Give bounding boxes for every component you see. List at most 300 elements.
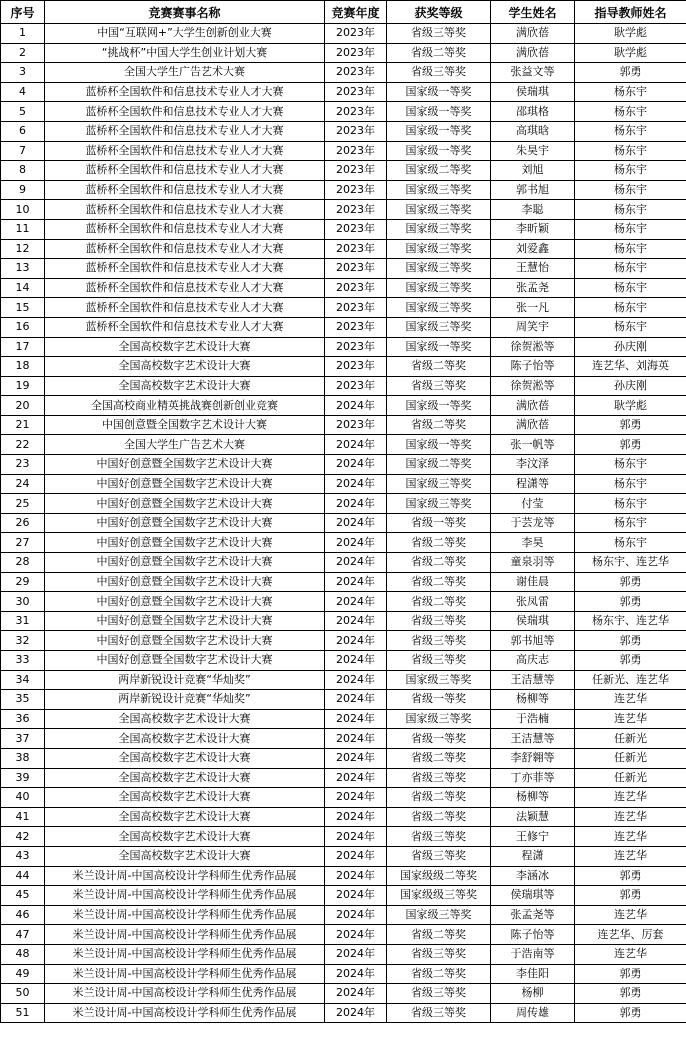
cell-competition-name: 中国好创意暨全国数字艺术设计大赛 <box>45 611 325 631</box>
cell-award-level: 省级二等奖 <box>387 43 491 63</box>
cell-teacher-name: 任新光 <box>575 768 686 788</box>
cell-year: 2024年 <box>325 455 387 475</box>
cell-student-name: 李汶泽 <box>491 455 575 475</box>
table-row <box>1 219 686 239</box>
table-row <box>1 572 686 592</box>
cell-student-name: 满欣蓓 <box>491 415 575 435</box>
header-award-level: 获奖等级 <box>387 1 491 24</box>
cell-year: 2024年 <box>325 1003 387 1023</box>
cell-award-level: 国家级三等奖 <box>387 709 491 729</box>
cell-competition-name: 蓝桥杯全国软件和信息技术专业人才大赛 <box>45 317 325 337</box>
table-row <box>1 651 686 671</box>
cell-award-level: 国家级一等奖 <box>387 337 491 357</box>
header-year: 竞赛年度 <box>325 1 387 24</box>
cell-index: 9 <box>1 180 45 200</box>
cell-year: 2024年 <box>325 592 387 612</box>
table-row <box>1 317 686 337</box>
cell-index: 18 <box>1 357 45 377</box>
cell-year: 2024年 <box>325 729 387 749</box>
cell-teacher-name: 郭勇 <box>575 415 686 435</box>
cell-award-level: 省级二等奖 <box>387 592 491 612</box>
table-row <box>1 553 686 573</box>
cell-student-name: 李聪 <box>491 200 575 220</box>
cell-competition-name: 两岸新锐设计竞赛“华灿奖” <box>45 690 325 710</box>
cell-teacher-name: 杨东宇 <box>575 200 686 220</box>
cell-competition-name: 全国高校数字艺术设计大赛 <box>45 846 325 866</box>
cell-competition-name: 中国创意暨全国数字艺术设计大赛 <box>45 415 325 435</box>
cell-student-name: 张孟尧等 <box>491 905 575 925</box>
table-row <box>1 905 686 925</box>
cell-competition-name: 蓝桥杯全国软件和信息技术专业人才大赛 <box>45 102 325 122</box>
cell-index: 26 <box>1 513 45 533</box>
cell-student-name: 徐贺淞等 <box>491 376 575 396</box>
cell-award-level: 国家级三等奖 <box>387 474 491 494</box>
cell-award-level: 省级三等奖 <box>387 944 491 964</box>
cell-teacher-name: 郭勇 <box>575 651 686 671</box>
table-row <box>1 141 686 161</box>
cell-competition-name: 中国好创意暨全国数字艺术设计大赛 <box>45 592 325 612</box>
cell-index: 3 <box>1 63 45 83</box>
header-row <box>1 1 686 24</box>
cell-student-name: 王洁慧等 <box>491 729 575 749</box>
cell-competition-name: 全国高校数字艺术设计大赛 <box>45 709 325 729</box>
cell-index: 11 <box>1 219 45 239</box>
cell-student-name: 高庆志 <box>491 651 575 671</box>
cell-competition-name: 全国高校商业精英挑战赛创新创业竞赛 <box>45 396 325 416</box>
cell-index: 33 <box>1 651 45 671</box>
table-row <box>1 200 686 220</box>
cell-index: 42 <box>1 827 45 847</box>
cell-award-level: 省级三等奖 <box>387 63 491 83</box>
cell-competition-name: 中国好创意暨全国数字艺术设计大赛 <box>45 631 325 651</box>
cell-student-name: 杨柳等 <box>491 788 575 808</box>
cell-teacher-name: 杨东宇 <box>575 239 686 259</box>
cell-student-name: 郭书旭等 <box>491 631 575 651</box>
cell-index: 29 <box>1 572 45 592</box>
cell-year: 2023年 <box>325 102 387 122</box>
table-row <box>1 807 686 827</box>
cell-index: 27 <box>1 533 45 553</box>
table-row <box>1 1003 686 1023</box>
cell-competition-name: 蓝桥杯全国软件和信息技术专业人才大赛 <box>45 259 325 279</box>
cell-teacher-name: 杨东宇 <box>575 161 686 181</box>
cell-year: 2023年 <box>325 278 387 298</box>
cell-competition-name: 中国好创意暨全国数字艺术设计大赛 <box>45 513 325 533</box>
cell-student-name: 陈子怡等 <box>491 357 575 377</box>
cell-year: 2024年 <box>325 474 387 494</box>
cell-year: 2023年 <box>325 259 387 279</box>
cell-teacher-name: 杨东宇 <box>575 82 686 102</box>
cell-year: 2023年 <box>325 415 387 435</box>
cell-teacher-name: 连艺华 <box>575 807 686 827</box>
cell-year: 2024年 <box>325 572 387 592</box>
cell-year: 2024年 <box>325 768 387 788</box>
cell-index: 46 <box>1 905 45 925</box>
cell-award-level: 省级三等奖 <box>387 631 491 651</box>
cell-index: 21 <box>1 415 45 435</box>
cell-award-level: 国家级二等奖 <box>387 455 491 475</box>
cell-teacher-name: 连艺华、厉套 <box>575 925 686 945</box>
cell-teacher-name: 郭勇 <box>575 886 686 906</box>
cell-teacher-name: 杨东宇 <box>575 121 686 141</box>
cell-competition-name: 全国高校数字艺术设计大赛 <box>45 337 325 357</box>
table-row <box>1 24 686 44</box>
header-teacher-name: 指导教师姓名 <box>575 1 686 24</box>
cell-award-level: 国家级二等奖 <box>387 161 491 181</box>
table-row <box>1 768 686 788</box>
cell-student-name: 程潇 <box>491 846 575 866</box>
table-row <box>1 435 686 455</box>
cell-year: 2024年 <box>325 690 387 710</box>
cell-year: 2024年 <box>325 396 387 416</box>
cell-index: 49 <box>1 964 45 984</box>
table-row <box>1 748 686 768</box>
table-row <box>1 82 686 102</box>
cell-index: 25 <box>1 494 45 514</box>
cell-index: 48 <box>1 944 45 964</box>
cell-student-name: 付莹 <box>491 494 575 514</box>
cell-student-name: 张一凡 <box>491 298 575 318</box>
cell-student-name: 杨柳 <box>491 984 575 1004</box>
cell-student-name: 李舒翱等 <box>491 748 575 768</box>
cell-award-level: 国家级级三等奖 <box>387 886 491 906</box>
cell-competition-name: 中国好创意暨全国数字艺术设计大赛 <box>45 533 325 553</box>
cell-student-name: 满欣蓓 <box>491 43 575 63</box>
cell-student-name: 张凤雷 <box>491 592 575 612</box>
cell-teacher-name: 郭勇 <box>575 964 686 984</box>
cell-student-name: 张一帆等 <box>491 435 575 455</box>
cell-competition-name: 蓝桥杯全国软件和信息技术专业人才大赛 <box>45 298 325 318</box>
cell-student-name: 朱昊宇 <box>491 141 575 161</box>
cell-student-name: 李昕颖 <box>491 219 575 239</box>
cell-teacher-name: 郭勇 <box>575 1003 686 1023</box>
table-row <box>1 964 686 984</box>
cell-student-name: 刘爱鑫 <box>491 239 575 259</box>
cell-student-name: 丁亦菲等 <box>491 768 575 788</box>
cell-teacher-name: 杨东宇 <box>575 533 686 553</box>
cell-student-name: 陈子怡等 <box>491 925 575 945</box>
cell-teacher-name: 连艺华 <box>575 944 686 964</box>
table-row <box>1 180 686 200</box>
cell-teacher-name: 连艺华 <box>575 846 686 866</box>
cell-year: 2023年 <box>325 180 387 200</box>
table-row <box>1 415 686 435</box>
cell-year: 2023年 <box>325 298 387 318</box>
cell-competition-name: 米兰设计周-中国高校设计学科师生优秀作品展 <box>45 1003 325 1023</box>
cell-award-level: 省级三等奖 <box>387 984 491 1004</box>
cell-competition-name: 蓝桥杯全国软件和信息技术专业人才大赛 <box>45 161 325 181</box>
cell-award-level: 国家级三等奖 <box>387 670 491 690</box>
cell-award-level: 省级三等奖 <box>387 651 491 671</box>
cell-competition-name: 全国高校数字艺术设计大赛 <box>45 357 325 377</box>
cell-award-level: 国家级三等奖 <box>387 180 491 200</box>
table-row <box>1 592 686 612</box>
cell-teacher-name: 连艺华 <box>575 788 686 808</box>
cell-index: 17 <box>1 337 45 357</box>
table-row <box>1 846 686 866</box>
cell-award-level: 国家级级二等奖 <box>387 866 491 886</box>
cell-award-level: 省级三等奖 <box>387 1003 491 1023</box>
cell-index: 38 <box>1 748 45 768</box>
cell-teacher-name: 耿学彪 <box>575 24 686 44</box>
cell-index: 40 <box>1 788 45 808</box>
cell-student-name: 李涵冰 <box>491 866 575 886</box>
table-body <box>1 24 686 1023</box>
cell-competition-name: 蓝桥杯全国软件和信息技术专业人才大赛 <box>45 121 325 141</box>
table-row <box>1 121 686 141</box>
cell-competition-name: 全国高校数字艺术设计大赛 <box>45 827 325 847</box>
cell-award-level: 省级二等奖 <box>387 964 491 984</box>
cell-index: 14 <box>1 278 45 298</box>
table-row <box>1 729 686 749</box>
cell-teacher-name: 任新光、连艺华 <box>575 670 686 690</box>
table-row <box>1 455 686 475</box>
cell-year: 2024年 <box>325 905 387 925</box>
cell-student-name: 侯瑞琪等 <box>491 886 575 906</box>
cell-student-name: 侯瑞琪 <box>491 611 575 631</box>
cell-teacher-name: 杨东宇 <box>575 141 686 161</box>
cell-award-level: 国家级一等奖 <box>387 121 491 141</box>
cell-award-level: 省级二等奖 <box>387 357 491 377</box>
cell-index: 39 <box>1 768 45 788</box>
cell-award-level: 省级二等奖 <box>387 807 491 827</box>
header-index: 序号 <box>1 1 45 24</box>
cell-award-level: 国家级一等奖 <box>387 102 491 122</box>
cell-competition-name: 中国好创意暨全国数字艺术设计大赛 <box>45 572 325 592</box>
cell-index: 37 <box>1 729 45 749</box>
table-row <box>1 43 686 63</box>
cell-year: 2024年 <box>325 846 387 866</box>
cell-index: 13 <box>1 259 45 279</box>
cell-student-name: 王洁慧等 <box>491 670 575 690</box>
cell-year: 2023年 <box>325 239 387 259</box>
cell-teacher-name: 耿学彪 <box>575 43 686 63</box>
cell-award-level: 省级三等奖 <box>387 846 491 866</box>
cell-student-name: 童泉羽等 <box>491 553 575 573</box>
cell-teacher-name: 杨东宇 <box>575 180 686 200</box>
cell-student-name: 徐贺淞等 <box>491 337 575 357</box>
cell-teacher-name: 孙庆刚 <box>575 337 686 357</box>
cell-teacher-name: 杨东宇、连艺华 <box>575 611 686 631</box>
table-row <box>1 690 686 710</box>
table-row <box>1 239 686 259</box>
table-row <box>1 513 686 533</box>
cell-competition-name: 两岸新锐设计竞赛“华灿奖” <box>45 670 325 690</box>
cell-index: 15 <box>1 298 45 318</box>
table-row <box>1 278 686 298</box>
cell-year: 2023年 <box>325 24 387 44</box>
cell-competition-name: 蓝桥杯全国软件和信息技术专业人才大赛 <box>45 239 325 259</box>
table-row <box>1 827 686 847</box>
cell-index: 20 <box>1 396 45 416</box>
cell-year: 2023年 <box>325 357 387 377</box>
table-row <box>1 886 686 906</box>
cell-student-name: 郭书旭 <box>491 180 575 200</box>
cell-index: 36 <box>1 709 45 729</box>
cell-award-level: 省级一等奖 <box>387 729 491 749</box>
cell-year: 2023年 <box>325 376 387 396</box>
cell-index: 10 <box>1 200 45 220</box>
cell-award-level: 省级二等奖 <box>387 415 491 435</box>
cell-award-level: 国家级三等奖 <box>387 200 491 220</box>
cell-teacher-name: 连艺华 <box>575 905 686 925</box>
cell-award-level: 省级二等奖 <box>387 788 491 808</box>
cell-award-level: 省级二等奖 <box>387 925 491 945</box>
cell-index: 28 <box>1 553 45 573</box>
cell-year: 2024年 <box>325 553 387 573</box>
cell-student-name: 满欣蓓 <box>491 396 575 416</box>
table-row <box>1 161 686 181</box>
cell-student-name: 周传雄 <box>491 1003 575 1023</box>
cell-competition-name: 全国高校数字艺术设计大赛 <box>45 807 325 827</box>
cell-index: 32 <box>1 631 45 651</box>
cell-competition-name: 米兰设计周-中国高校设计学科师生优秀作品展 <box>45 925 325 945</box>
cell-teacher-name: 杨东宇 <box>575 513 686 533</box>
cell-index: 12 <box>1 239 45 259</box>
cell-year: 2024年 <box>325 748 387 768</box>
cell-competition-name: 全国高校数字艺术设计大赛 <box>45 768 325 788</box>
table-row <box>1 925 686 945</box>
cell-year: 2023年 <box>325 161 387 181</box>
cell-index: 24 <box>1 474 45 494</box>
cell-teacher-name: 杨东宇 <box>575 298 686 318</box>
cell-teacher-name: 郭勇 <box>575 984 686 1004</box>
cell-student-name: 满欣蓓 <box>491 24 575 44</box>
cell-teacher-name: 连艺华、刘海英 <box>575 357 686 377</box>
cell-student-name: 侯瑞琪 <box>491 82 575 102</box>
table-row <box>1 631 686 651</box>
cell-teacher-name: 杨东宇 <box>575 455 686 475</box>
cell-award-level: 省级三等奖 <box>387 376 491 396</box>
table-row <box>1 396 686 416</box>
cell-award-level: 省级一等奖 <box>387 513 491 533</box>
cell-year: 2024年 <box>325 964 387 984</box>
cell-year: 2024年 <box>325 866 387 886</box>
cell-award-level: 国家级三等奖 <box>387 239 491 259</box>
cell-index: 45 <box>1 886 45 906</box>
cell-index: 1 <box>1 24 45 44</box>
cell-teacher-name: 连艺华 <box>575 709 686 729</box>
cell-teacher-name: 杨东宇 <box>575 278 686 298</box>
cell-teacher-name: 郭勇 <box>575 592 686 612</box>
cell-teacher-name: 耿学彪 <box>575 396 686 416</box>
cell-year: 2024年 <box>325 651 387 671</box>
cell-award-level: 省级三等奖 <box>387 24 491 44</box>
cell-index: 2 <box>1 43 45 63</box>
cell-award-level: 省级三等奖 <box>387 611 491 631</box>
cell-index: 6 <box>1 121 45 141</box>
cell-index: 41 <box>1 807 45 827</box>
cell-index: 35 <box>1 690 45 710</box>
cell-teacher-name: 郭勇 <box>575 866 686 886</box>
cell-year: 2023年 <box>325 200 387 220</box>
cell-index: 43 <box>1 846 45 866</box>
cell-year: 2023年 <box>325 82 387 102</box>
table-row <box>1 102 686 122</box>
table-row <box>1 984 686 1004</box>
cell-year: 2024年 <box>325 709 387 729</box>
cell-index: 44 <box>1 866 45 886</box>
cell-index: 16 <box>1 317 45 337</box>
table-row <box>1 357 686 377</box>
cell-year: 2024年 <box>325 807 387 827</box>
cell-competition-name: 全国高校数字艺术设计大赛 <box>45 788 325 808</box>
cell-competition-name: 全国大学生广告艺术大赛 <box>45 63 325 83</box>
cell-award-level: 省级一等奖 <box>387 690 491 710</box>
cell-competition-name: “挑战杯”中国大学生创业计划大赛 <box>45 43 325 63</box>
cell-index: 34 <box>1 670 45 690</box>
cell-student-name: 刘旭 <box>491 161 575 181</box>
cell-teacher-name: 连艺华 <box>575 690 686 710</box>
cell-year: 2023年 <box>325 63 387 83</box>
cell-year: 2024年 <box>325 513 387 533</box>
cell-competition-name: 蓝桥杯全国软件和信息技术专业人才大赛 <box>45 200 325 220</box>
cell-year: 2024年 <box>325 670 387 690</box>
cell-student-name: 李昊 <box>491 533 575 553</box>
cell-teacher-name: 孙庆刚 <box>575 376 686 396</box>
cell-index: 4 <box>1 82 45 102</box>
cell-year: 2024年 <box>325 788 387 808</box>
cell-year: 2024年 <box>325 435 387 455</box>
cell-award-level: 国家级一等奖 <box>387 396 491 416</box>
cell-competition-name: 全国大学生广告艺术大赛 <box>45 435 325 455</box>
cell-teacher-name: 杨东宇、连艺华 <box>575 553 686 573</box>
cell-competition-name: 中国好创意暨全国数字艺术设计大赛 <box>45 474 325 494</box>
cell-competition-name: 米兰设计周-中国高校设计学科师生优秀作品展 <box>45 886 325 906</box>
cell-competition-name: 蓝桥杯全国软件和信息技术专业人才大赛 <box>45 180 325 200</box>
table-row <box>1 474 686 494</box>
table-row <box>1 866 686 886</box>
table-row <box>1 709 686 729</box>
cell-award-level: 国家级一等奖 <box>387 435 491 455</box>
cell-index: 51 <box>1 1003 45 1023</box>
cell-year: 2024年 <box>325 611 387 631</box>
cell-index: 8 <box>1 161 45 181</box>
cell-year: 2024年 <box>325 886 387 906</box>
cell-year: 2023年 <box>325 43 387 63</box>
cell-index: 30 <box>1 592 45 612</box>
cell-year: 2024年 <box>325 533 387 553</box>
cell-index: 7 <box>1 141 45 161</box>
cell-competition-name: 米兰设计周-中国高校设计学科师生优秀作品展 <box>45 866 325 886</box>
cell-year: 2023年 <box>325 121 387 141</box>
cell-teacher-name: 郭勇 <box>575 572 686 592</box>
cell-teacher-name: 任新光 <box>575 748 686 768</box>
cell-competition-name: 米兰设计周-中国高校设计学科师生优秀作品展 <box>45 984 325 1004</box>
cell-student-name: 杨柳等 <box>491 690 575 710</box>
cell-student-name: 邵琪格 <box>491 102 575 122</box>
table-row <box>1 788 686 808</box>
cell-teacher-name: 杨东宇 <box>575 494 686 514</box>
cell-award-level: 国家级一等奖 <box>387 82 491 102</box>
cell-award-level: 省级二等奖 <box>387 572 491 592</box>
table-row <box>1 533 686 553</box>
cell-teacher-name: 杨东宇 <box>575 474 686 494</box>
cell-teacher-name: 杨东宇 <box>575 259 686 279</box>
cell-index: 23 <box>1 455 45 475</box>
cell-student-name: 谢佳晨 <box>491 572 575 592</box>
cell-teacher-name: 杨东宇 <box>575 219 686 239</box>
cell-award-level: 省级三等奖 <box>387 827 491 847</box>
cell-award-level: 国家级三等奖 <box>387 278 491 298</box>
cell-student-name: 程潇等 <box>491 474 575 494</box>
cell-teacher-name: 连艺华 <box>575 827 686 847</box>
table-row <box>1 337 686 357</box>
table-row <box>1 494 686 514</box>
cell-award-level: 省级二等奖 <box>387 533 491 553</box>
header-competition-name: 竞赛赛事名称 <box>45 1 325 24</box>
cell-award-level: 国家级三等奖 <box>387 219 491 239</box>
